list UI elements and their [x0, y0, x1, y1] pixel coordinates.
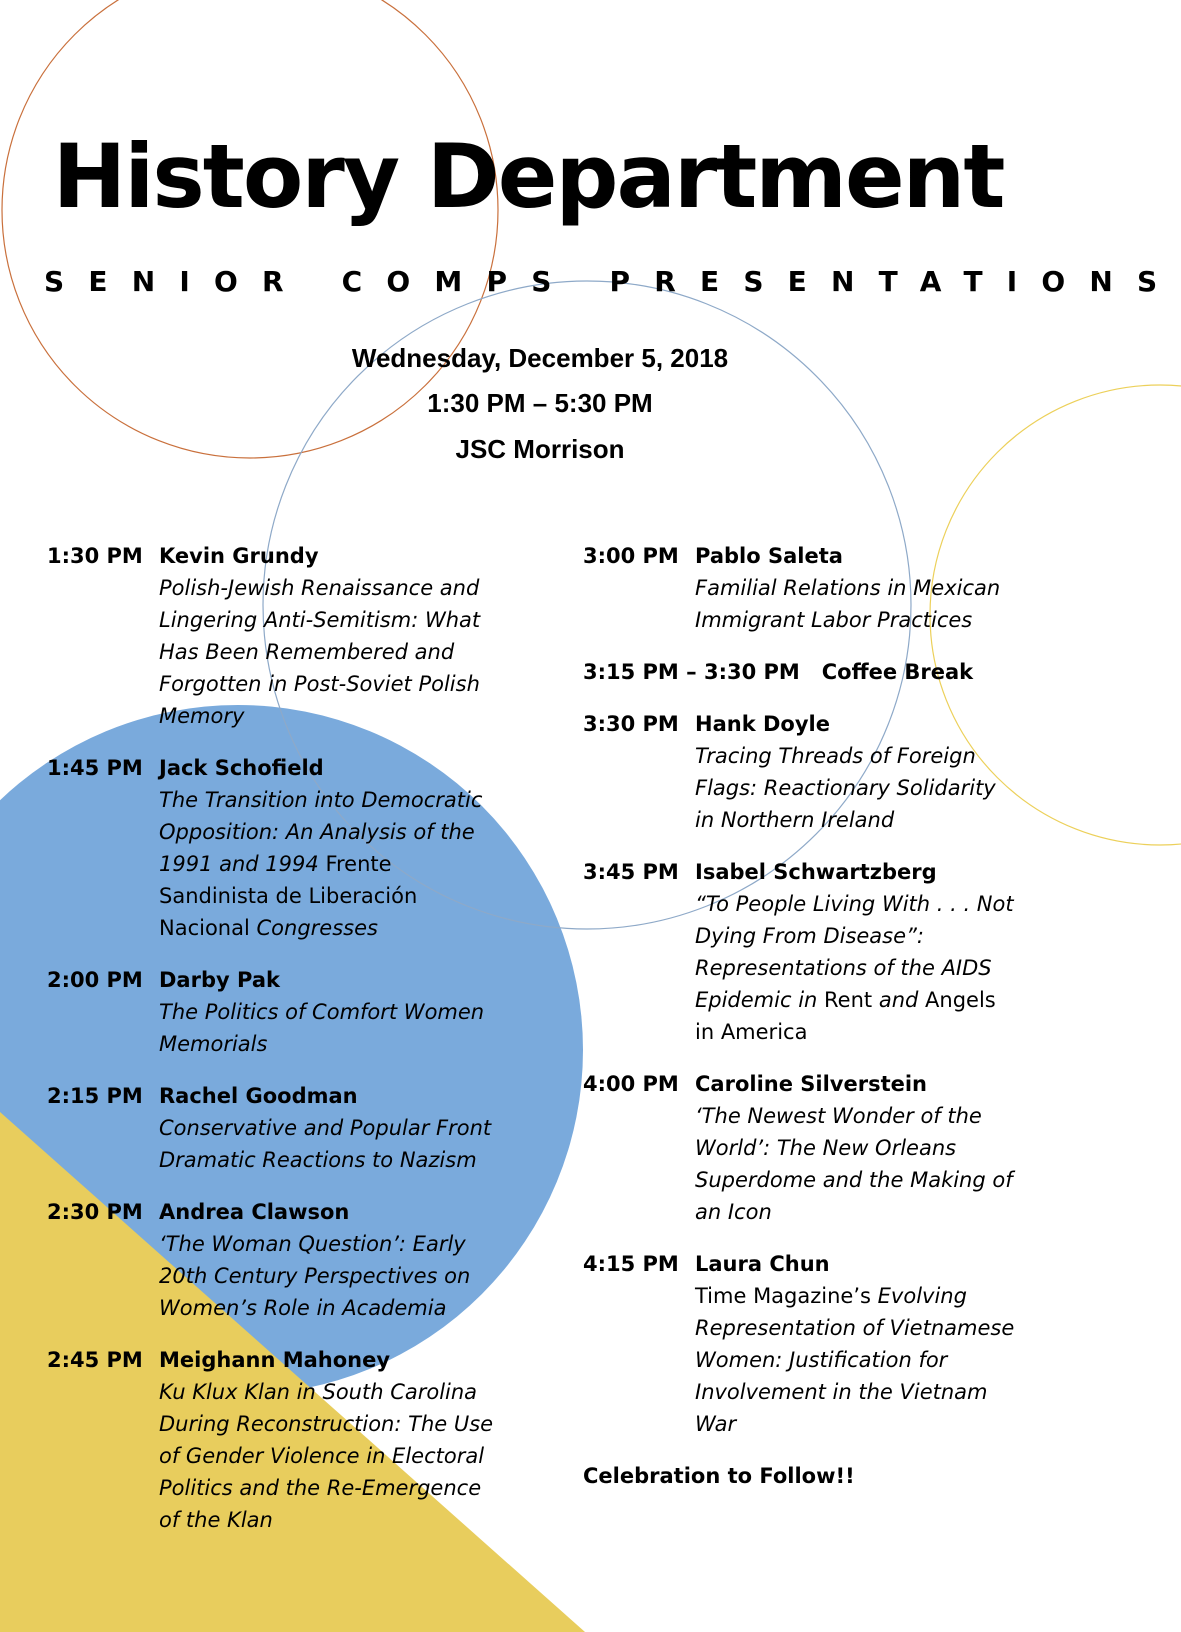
break-label: Coffee Break [821, 660, 974, 684]
entry-time: 1:45 PM [47, 756, 143, 780]
schedule-entry [583, 708, 1033, 836]
title-plain-part: Time Magazine’s [695, 1284, 871, 1308]
presentation-title-line: in America [695, 1020, 808, 1044]
presentation-title-line: Flags: Reactionary Solidarity [695, 776, 996, 800]
page-title: History Department [52, 125, 1004, 228]
presentation-title-line: The Transition into Democratic [159, 788, 483, 812]
presentation-title-line: of Gender Violence in Electoral [159, 1444, 485, 1468]
presenter-name: Jack Schofield [159, 756, 324, 780]
presentation-title-line: Has Been Remembered and [159, 640, 455, 664]
presenter-name: Kevin Grundy [159, 544, 319, 568]
entry-time: 4:15 PM [583, 1252, 679, 1276]
presentation-title-line: Lingering Anti-Semitism: What [159, 608, 481, 632]
presentation-title-line: Ku Klux Klan in South Carolina [159, 1380, 478, 1404]
schedule-entry [47, 752, 517, 944]
entry-time: 2:45 PM [47, 1348, 143, 1372]
presentation-title-line: Opposition: An Analysis of the [159, 820, 475, 844]
event-date: Wednesday, December 5, 2018 [351, 343, 729, 373]
presentation-title-line: Memorials [159, 1032, 268, 1056]
entry-time: 4:00 PM [583, 1072, 679, 1096]
presentation-title-line: World’: The New Orleans [695, 1136, 957, 1160]
title-italic-part: Evolving [877, 1284, 967, 1308]
entry-time: 3:00 PM [583, 544, 679, 568]
presentation-title-line: Sandinista de Liberación [159, 884, 418, 908]
schedule-entry [583, 540, 1033, 636]
presentation-title-line: Representations of the AIDS [695, 956, 992, 980]
presentation-title-line [159, 912, 517, 944]
schedule-entry [47, 1196, 517, 1324]
presentation-title-line [695, 1280, 1033, 1312]
title-italic-part: Epidemic in [695, 988, 818, 1012]
presentation-title-line: ‘The Woman Question’: Early [159, 1232, 466, 1256]
presentation-title-line: in Northern Ireland [695, 808, 895, 832]
presentation-title-line: Dramatic Reactions to Nazism [159, 1148, 477, 1172]
presentation-title-line: Involvement in the Vietnam [695, 1380, 988, 1404]
presenter-name: Hank Doyle [695, 712, 830, 736]
schedule-entry [47, 964, 517, 1060]
presentation-title-line: The Politics of Comfort Women [159, 1000, 485, 1024]
break-time: 3:15 PM – 3:30 PM [583, 660, 800, 684]
presentation-title-line: Dying From Disease”: [695, 924, 924, 948]
presentation-title-line: Superdome and the Making of [695, 1168, 1013, 1192]
presentation-title-line [159, 848, 517, 880]
title-plain-part: Angels [925, 988, 996, 1012]
event-time-range: 1:30 PM – 5:30 PM [427, 388, 653, 418]
presentation-title-line: Women’s Role in Academia [159, 1296, 447, 1320]
entry-time: 3:45 PM [583, 860, 679, 884]
title-plain-part: Frente [325, 852, 392, 876]
presentation-title-line: War [695, 1412, 737, 1436]
presenter-name: Meighann Mahoney [159, 1348, 391, 1372]
presentation-title-line: “To People Living With . . . Not [695, 892, 1014, 916]
entry-time: 2:15 PM [47, 1084, 143, 1108]
celebration-note: Celebration to Follow!! [583, 1464, 855, 1488]
schedule-entry [47, 540, 517, 732]
presenter-name: Caroline Silverstein [695, 1072, 928, 1096]
presentation-title-line: Memory [159, 704, 245, 728]
entry-time: 1:30 PM [47, 544, 143, 568]
page-subtitle: SENIOR COMPS PRESENTATIONS [44, 265, 1181, 298]
presenter-name: Rachel Goodman [159, 1084, 358, 1108]
title-plain-part: Nacional [159, 916, 250, 940]
presentation-title-line: of the Klan [159, 1508, 273, 1532]
presentation-title-line: Immigrant Labor Practices [695, 608, 973, 632]
presentation-title-line: Familial Relations in Mexican [695, 576, 1001, 600]
title-italic-part: Congresses [256, 916, 378, 940]
presentation-title-line [695, 984, 1033, 1016]
schedule-entry [583, 856, 1033, 1048]
entry-time: 2:00 PM [47, 968, 143, 992]
presentation-title-line: 20th Century Perspectives on [159, 1264, 471, 1288]
schedule-entry [47, 1080, 517, 1176]
presentation-title-line: ‘The Newest Wonder of the [695, 1104, 982, 1128]
event-location: JSC Morrison [455, 434, 625, 464]
schedule-right-column [583, 540, 1033, 1492]
title-italic-part: 1991 and 1994 [159, 852, 319, 876]
presentation-title-line: Politics and the Re-Emergence [159, 1476, 482, 1500]
presentation-title-line: Forgotten in Post-Soviet Polish [159, 672, 480, 696]
schedule-left-column [47, 540, 517, 1536]
schedule-entry [583, 1248, 1033, 1440]
presentation-title-line: Polish-Jewish Renaissance and [159, 576, 480, 600]
entry-time: 2:30 PM [47, 1200, 143, 1224]
presentation-title-line: During Reconstruction: The Use [159, 1412, 494, 1436]
presenter-name: Darby Pak [159, 968, 280, 992]
presentation-title-line: Tracing Threads of Foreign [695, 744, 976, 768]
schedule-entry [583, 1068, 1033, 1228]
title-italic-part: and [878, 988, 919, 1012]
presentation-title-line: Conservative and Popular Front [159, 1116, 492, 1140]
presenter-name: Laura Chun [695, 1252, 830, 1276]
title-plain-part: Rent [824, 988, 873, 1012]
entry-time: 3:30 PM [583, 712, 679, 736]
presenter-name: Isabel Schwartzberg [695, 860, 937, 884]
presenter-name: Andrea Clawson [159, 1200, 350, 1224]
presentation-title-line: an Icon [695, 1200, 772, 1224]
presentation-title-line: Women: Justification for [695, 1348, 948, 1372]
presentation-title-line: Representation of Vietnamese [695, 1316, 1015, 1340]
coffee-break [583, 656, 1033, 688]
presenter-name: Pablo Saleta [695, 544, 843, 568]
schedule-entry [47, 1344, 517, 1536]
